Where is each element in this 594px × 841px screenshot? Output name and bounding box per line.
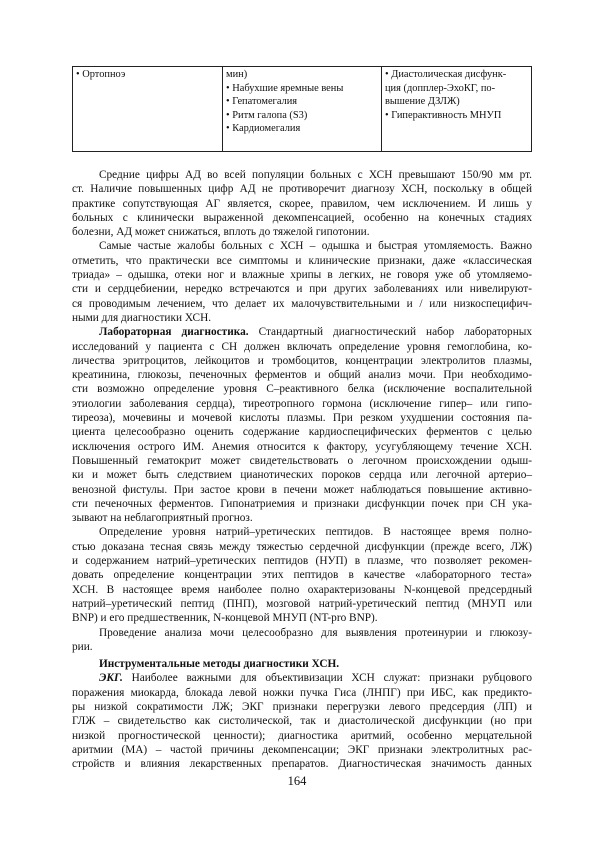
text-line: личества эритроцитов, лейкоцитов и тромбоцитов, концентрации электролитов плазмы, — [72, 354, 532, 367]
table-cell-col3 — [382, 67, 532, 152]
text-line: ры низкой сократимости ЛЖ; ЭКГ признаки перегрузки левого предсердия (ЛП) и — [72, 700, 532, 713]
text-line: Определение уровня натрий–уретических пептидов. В настоящее время полно- — [99, 526, 532, 539]
text-line: аритмии (МА) – частой причины декомпенсации; ЭКГ признаки электролитных рас- — [72, 743, 532, 756]
text-line: креатинина, глюкозы, печеночных ферментов и общий анализ мочи. При необходимо- — [72, 369, 532, 382]
paragraph-natriuretic — [72, 525, 532, 625]
lab-diagnostics-heading: Лабораторная диагностика. — [99, 326, 249, 339]
text-line: Средние цифры АД во всей популяции больных с ХСН превышают 150/90 мм рт. — [99, 169, 532, 181]
section-heading: Инструментальные методы диагностики ХСН. — [99, 658, 340, 671]
table-line: • Гепатомегалия — [226, 96, 298, 108]
text-line: болезни, АД может снижаться, вплоть до тяжелой гипотонии. — [72, 226, 370, 239]
ecg-label: ЭКГ. — [99, 672, 123, 685]
text-line: исследований у пациента с СН должен включать определение уровня гемоглобина, ко- — [72, 340, 532, 353]
text-line: зывают на неблагоприятный прогноз. — [72, 512, 253, 525]
text-line: Самые частые жалобы больных с ХСН – одышка и быстрая утомляемость. Важно — [99, 240, 532, 253]
text-line: BNP) и его предшественник, N-концевой МНУП (NT-pro BNP). — [72, 612, 378, 625]
text-line: ся проводимым лечением, что делает их малочувствительными и / или низкоспецифич- — [72, 297, 532, 310]
text-line: стью доказана тесная связь между тяжестью сердечной дисфункции (прежде всего, ЛЖ) — [72, 540, 532, 553]
text-line: рии. — [72, 640, 93, 653]
table-line: ция (допплер-ЭхоКГ, по- — [385, 82, 496, 94]
section-instrumental — [72, 657, 532, 771]
text-line: этиологии заболевания сердца), тиреотропного гормона (исключение гипер– или гипо- — [72, 397, 532, 410]
text-fragment: Стандартный диагностический набор лабораторных — [248, 326, 532, 339]
text-line: ГЛЖ – свидетельство как систолической, так и диастолической дисфункции (но при — [72, 715, 532, 728]
text-line: поражения миокарда, блокада левой ножки пучка Гиса (ЛНПГ) при ИБС, как предикто- — [72, 686, 532, 699]
text-line — [72, 325, 532, 339]
page-content — [72, 66, 532, 771]
paragraph-urinalysis — [72, 626, 532, 655]
text-line: ст. Наличие повышенных цифр АД не противоречит диагнозу ХСН, поскольку в общей — [72, 183, 532, 196]
table-line: вышение ДЗЛЖ) — [385, 96, 460, 108]
page-number: 164 — [287, 774, 307, 788]
table-row — [73, 67, 532, 152]
text-line: сти печеночных ферментов. Гипонатриемия и признаки дисфункции почек при СН ука- — [72, 497, 532, 510]
table-line: • Набухшие яремные вены — [226, 82, 344, 94]
table-line: • Кардиомегалия — [226, 123, 301, 135]
text-line: Повышенный гематокрит может свидетельствовать о легочном происхождении одыш- — [72, 454, 532, 467]
text-line: сти возможно определение уровня С–реактивного белка (исключение воспалительной — [72, 383, 532, 396]
text-line: венозной фистулы. При застое крови в печени может наблюдаться повышение активно- — [72, 483, 532, 496]
body-text — [72, 168, 532, 771]
text-line: сти и сердцебиении, нередко встречаются и при других заболеваниях или нивелируют- — [72, 283, 532, 296]
text-line: Проведение анализа мочи целесообразно для выявления протеинурии и глюкозу- — [99, 626, 532, 639]
text-line: ХСН. В настоящее время наиболее полно охарактеризованы N-концевой предсердный — [72, 583, 532, 596]
table-cell-col1 — [73, 67, 223, 152]
text-fragment: Наиболее важными для объективизации ХСН служат: признаки рубцового — [122, 672, 532, 685]
table-line: • Ритм галопа (S3) — [226, 109, 308, 121]
text-line: довать определение концентрации этих пептидов в качестве «лабораторного теста» — [72, 569, 532, 582]
table-line: • Ортопноэ — [76, 69, 126, 80]
symptoms-table — [72, 66, 532, 152]
paragraph-lab-diagnostics — [72, 325, 532, 525]
text-line — [72, 671, 532, 685]
text-line: триада» – одышка, отеки ног и влажные хрипы в легких, не говоря уже об утомляемо- — [72, 269, 532, 282]
text-line: ки и может быть следствием цианотических пороков сердца или легочной артерио– — [72, 469, 532, 482]
text-line: низкой прогностической ценности); диагностика аритмий, особенно мерцательной — [72, 729, 532, 742]
table-line: • Диастолическая дисфунк- — [385, 69, 507, 80]
text-line: отметить, что практически все симптомы и клинические признаки, даже «классическая — [72, 254, 532, 267]
text-line: исключения острого ИМ. Анемия относится к фактору, усугубляющему течение ХСН. — [72, 440, 532, 453]
text-line: стройств и влияния лекарственных препаратов. Диагностическая значимость данных — [72, 758, 532, 771]
paragraph-complaints — [72, 239, 532, 325]
text-line: больных с клинически выраженной декомпенсацией, особенно на конечных стадиях — [72, 211, 532, 224]
paragraph-bp — [72, 168, 532, 239]
table-cell-col2 — [223, 67, 382, 152]
text-line: тиреоза), мочевины и мочевой кислоты плазмы. При резком ухудшении состояния па- — [72, 412, 532, 425]
text-line: ными для диагностики ХСН. — [72, 311, 212, 324]
text-line: практике сопутствующая АГ является, скорее, правилом, чем исключением. И лишь у — [72, 197, 532, 210]
text-line: натрий–уретический пептид (ПНП), мозговой натрий-уретический пептид (МНУП или — [72, 597, 532, 610]
text-line: и содержанием натрий–уретических пептидов (НУП) в плазме, что позволяет рекомен- — [72, 555, 532, 568]
text-line: циента целесообразно оценить содержание кардиоспецифических ферментов с целью — [72, 426, 532, 439]
table-line: мин) — [226, 69, 248, 80]
table-line: • Гиперактивность МНУП — [385, 109, 502, 121]
